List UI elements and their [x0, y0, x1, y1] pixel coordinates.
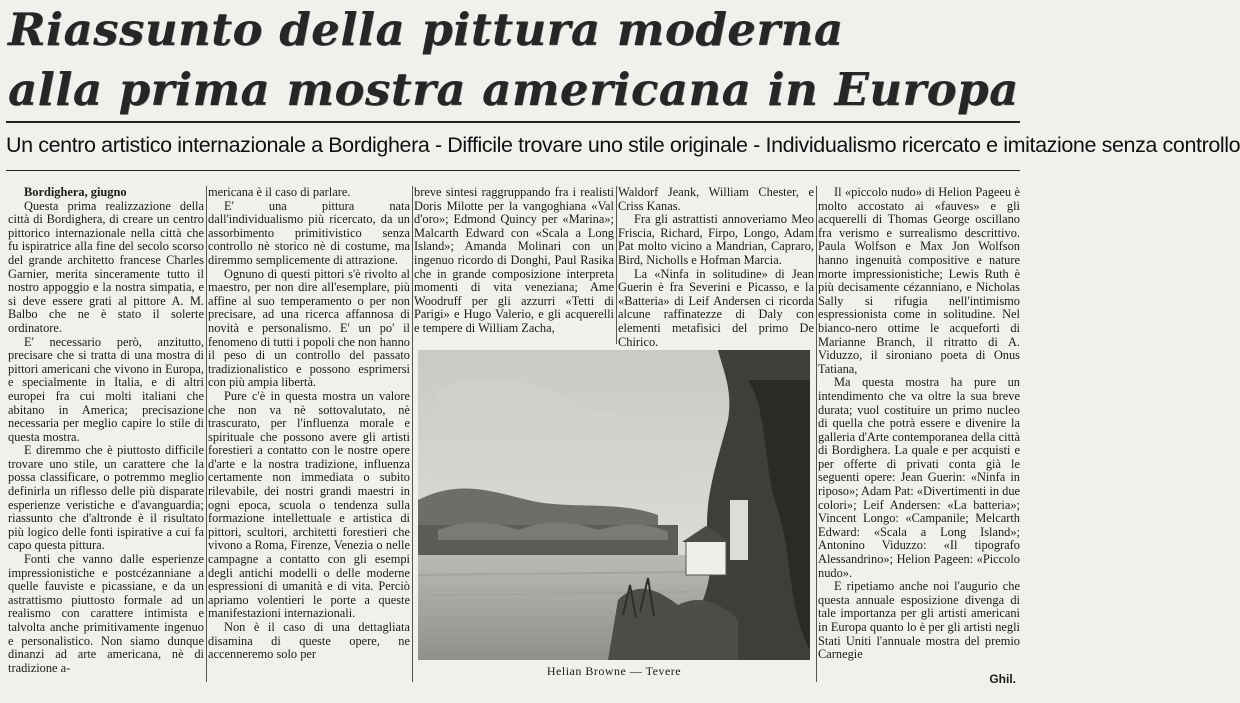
column-divider — [412, 186, 413, 682]
column-divider — [816, 186, 817, 682]
paragraph: Ognuno di questi pittori s'è rivolto al maestro, per non dire all'esemplare, più affine al suo temperamento o per non precisare, ad una ricerca affannosa di novità e personalismo. E' un po' il fenomeno di tutti i popoli che non hanno il peso di un controllo del passato tradizionalistico e possono esprimersi con più ampia libertà. — [208, 266, 411, 390]
author-signature: Ghil. — [989, 672, 1016, 686]
paragraph: Questa prima realizzazione della città di Bordighera, di creare un centro pittorico internazionale nella città che fu ispiratrice alla fine del secolo scorso del grande architetto francese Charles Garnier, merita sinceramente tutto il nostro appoggio e la nostra simpatia, e si deve essere grati al pittore A. M. Balbo che ne è stato il solerte ordinatore. — [8, 198, 204, 335]
paragraph: La «Ninfa in solitudine» di Jean Guerin è fra Severini e Picasso, e la «Batteria» di Leif Andersen ci ricorda alcune raffinatezze di Daly con elementi metafisici del primo De Chirico. — [618, 266, 814, 349]
article-column-1 — [8, 186, 204, 696]
dateline: Bordighera, giugno — [24, 185, 127, 199]
article-column-3 — [414, 186, 614, 344]
paragraph: Waldorf Jeank, William Chester, e Criss Kanas. — [618, 185, 814, 213]
headline-line-2: alla prima mostra americana in Europa — [8, 63, 1019, 116]
column-divider — [616, 186, 617, 344]
column-divider — [206, 186, 207, 682]
paragraph: mericana è il caso di parlare. — [208, 185, 351, 199]
photo-caption: Helian Browne — Tevere — [546, 664, 682, 678]
article-column-4 — [618, 185, 814, 349]
paragraph: E diremmo che è piuttosto difficile trovare uno stile, un carattere che la possa classificare, o potremmo meglio definirla un riflesso delle più disparate esperienze veristiche e d'avanguardia; riassunto che d'altronde è il risultato più logico delle fonti ispirative a cui fa capo questa pittura. — [8, 443, 204, 553]
headline-rule — [6, 121, 1020, 123]
subheadline: Un centro artistico internazionale a Bordighera - Difficile trovare uno stile originale - Individualismo ricercato e imitazione senza controllo — [6, 133, 1240, 157]
paragraph: E ripetiamo anche noi l'augurio che questa annuale esposizione divenga di tale importanza per gli artisti americani in Europa quanto lo è per gli artisti negli Stati Uniti l'annuale mostra del premio Carnegie — [818, 579, 1020, 662]
article-column-5 — [818, 186, 1020, 696]
paragraph: Fra gli astrattisti annoveriamo Meo Friscia, Richard, Firpo, Longo, Adam Pat molto vicino a Mandrian, Capraro, Bird, Nicholls e Hofman Marcia. — [618, 212, 814, 267]
paragraph: Ma questa mostra ha pure un intendimento che va oltre la sua breve durata; vuol costituire un primo nucleo di quella che potrà essere e divenire la galleria d'Arte contemporanea della città di Bordighera. La quale e per acquisti e per offerte di privati conta già le seguenti opere: Jean Guerin: «Ninfa in riposo»; Adam Pat: «Divertimenti in due colori»; Leif Andersen: «La batteria»; Vincent Longo: «Campanile; Melcarth Edward: «Scala a Long Island»; Antonino Viduzzo: «Il tipografo Alessandrino»; Helion Pageen: «Piccolo nudo». — [818, 375, 1021, 580]
subheadline-rule — [6, 170, 1020, 171]
paragraph: Non è il caso di una dettagliata disamina di queste opere, ne accenneremo solo per — [208, 620, 410, 662]
headline-line-1: Riassunto della pittura moderna — [8, 3, 844, 56]
painting-photo — [418, 350, 810, 660]
paragraph: E' una pittura nata dall'individualismo più ricercato, da un assorbimento primitivistico senza controllo nè storico nè di costume, ma diremmo semplicemente di attrazione. — [208, 198, 410, 267]
article-column-2 — [208, 186, 410, 696]
paragraph: breve sintesi raggruppando fra i realisti Doris Milotte per la vangoghiana «Val d'oro»; Edmond Quincy per «Marina»; Malcarth Edward con «Scala a Long Island»; Amanda Molinari con un ingenuo ricordo di Donghi, Paul Rasika che in grande composizione interpreta momenti di vita veneziana; Ame Woodruff per gli azzurri «Tetti di Parigi» e Hugo Valerio, e gli acquerelli e tempere di William Zacha, — [414, 185, 614, 335]
paragraph: Fonti che vanno dalle esperienze impressionistiche e postcézanniane a quelle fauviste e picassiane, e da un astrattismo piuttosto formale ad un realismo con carattere intimista e talvolta anche primitivamente ingenuo e personalistico. Non siamo dunque dinanzi ad arte americana, nè di tradizione a- — [8, 552, 204, 675]
paragraph: Pure c'è in questa mostra un valore che non va nè sottovalutato, nè trascurato, per l'influenza morale e spirituale che possono avere gli artisti forestieri a contatto con le nostre opere d'arte e la nostra tradizione, influenza certamente non immediata o subito rilevabile, dei nostri grandi maestri in ogni epoca, scuola o tendenza sulla formazione intellettuale e artistica di pittori, scultori, architetti forestieri che vivono a Roma, Firenze, Venezia o nelle campagne a contatto con gli esempi degli antichi modelli o delle moderne espressioni di umanità e di vita. Perciò apriamo volentieri le porte a queste manifestazioni internazionali. — [208, 388, 410, 621]
paragraph: E' necessario però, anzitutto, precisare che si tratta di una mostra di pittori americani che vivono in Europa, e specialmente in Italia, e di altri europei fra cui molti italiani che abitano in America; precisazione necessaria per meglio capire lo stile di questa mostra. — [8, 334, 204, 444]
paragraph: Il «piccolo nudo» di Helion Pageeu è molto accostato ai «fauves» e gli acquerelli di Thomas George oscillano fra verismo e surrealismo descrittivo. Paula Wolfson e Max Jon Wolfson hanno ingenuità compositive e nature morte impressionistiche; Lewis Ruth è più decisamente cézanniano, e Nicholas Sally si rifugia nell'intimismo espressionista come in solitudine. Nel bianco-nero ottime le acqueforti di Marianne Branch, il ritratto di A. Viduzzo, il sironiano poeta di Onus Tatiana, — [818, 185, 1020, 376]
